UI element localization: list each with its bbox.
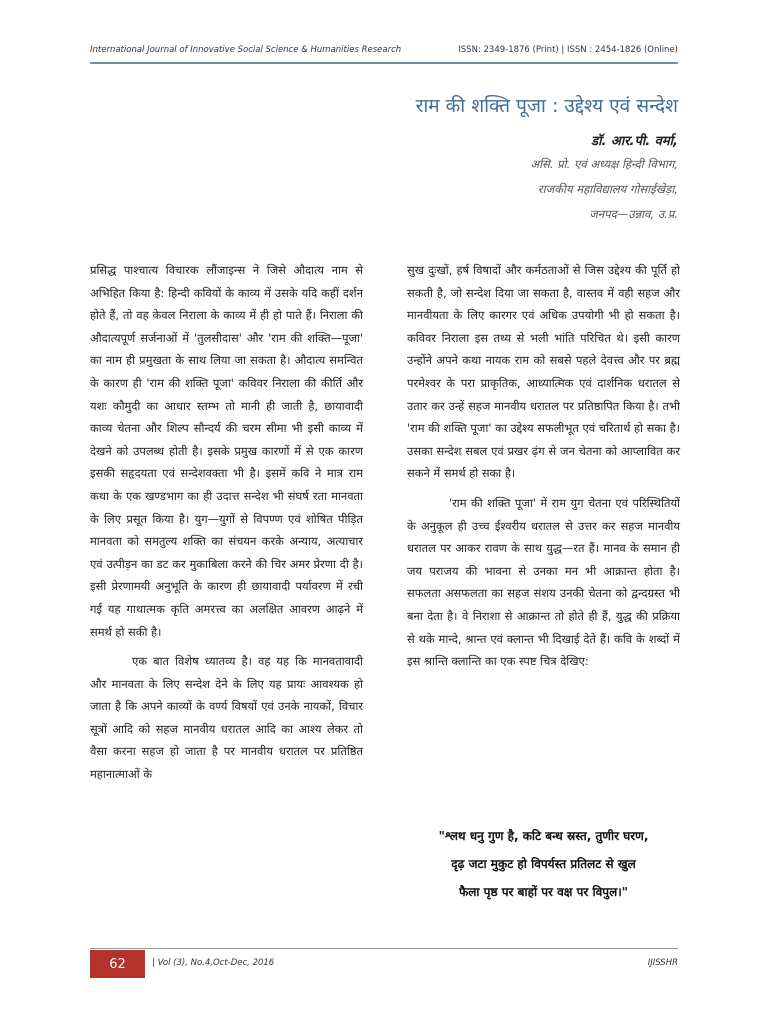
- verse-line: फैला पृष्ठ पर बाहों पर वक्ष पर विपुल।": [458, 885, 629, 899]
- header-divider: [90, 62, 678, 64]
- volume-info: | Vol (3), No.4,Oct-Dec, 2016: [152, 958, 275, 968]
- paragraph: एक बात विशेष ध्यातव्य है। वह यह कि मानवतावादी और मानवता के लिए सन्देश देने के लिए यह प्रायः आवश्यक हो जाता है कि अपने काव्यों के वर्ण्य विषयों एवं उनके नायकों, विचार सूत्रों आदि को सहज मानवीय धरातल आदि का आश्य लेकर तो वैसा करना सहज हो जाता है पर मानवीय धरातल पर प्रतिष्ठित महानात्माओं के: [90, 654, 363, 782]
- verse-quote: [407, 822, 680, 906]
- left-column: [90, 259, 363, 793]
- affiliation-line-1: असि. प्रो. एवं अध्यक्ष हिन्दी विभाग,: [530, 157, 678, 171]
- verse-line: दृढ़ जटा मुकुट हो विपर्यस्त प्रतिलट से खुल: [451, 857, 636, 871]
- article-title: राम की शक्ति पूजा : उद्देश्य एवं सन्देश: [415, 95, 678, 117]
- paragraph: प्रसिद्ध पाश्चात्य विचारक लौंजाइन्स ने जिसे औदात्य नाम से अभिहित किया है: हिन्दी कवियों के काव्य में उसके यदि कहीं दर्शन होते हैं, तो वह केवल निराला के काव्य में ही हो पाते हैं। निराला की औदात्यपूर्ण सर्जनाओं में 'तुलसीदास' और 'राम की शक्ति—पूजा' का नाम ही प्रमुखता के साथ लिया जा सकता है। औदात्य समन्वित के कारण ही 'राम की शक्ति पूजा' कविवर निराला की कीर्ति और यशः कौमुदी का आधार स्तम्भ तो मानी ही जाती है, छायावादी काव्य चेतना और शिल्प सौन्दर्य की चरम सीमा भी इसी काव्य में देखने को उपलब्ध होती है। इसके प्रमुख कारणों में से एक कारण इसकी सहृदयता एवं सन्देशवक्ता भी है। इसमें कवि ने मात्र राम कथा के एक खण्डभाग का ही उदात्त सन्देश भी संघर्ष रता मानवता के लिए प्रसूत किया है। युग—युगों से विपण्ण एवं शोषित पीड़ित मानवता को समतुल्य शक्ति का संचयन करके अन्याय, अत्याचार एवं उत्पीड़न का डट कर मुकाबिला करने की चिर अमर प्रेरणा दी है। इसी प्रेरणामयी अनुभूति के कारण ही छायावादी पर्यावरण में रची गई यह गाथात्मक कृति अमरत्त्व का अलक्षित आवरण आढ़ने में समर्थ हो सकी है।: [90, 263, 363, 639]
- footer-divider: [90, 948, 678, 949]
- page-number: 62: [90, 950, 145, 978]
- affiliation-line-2: राजकीय महाविद्यालय गोसाईखेड़ा,: [537, 182, 678, 196]
- issn: ISSN: 2349-1876 (Print) | ISSN : 2454-1826 (Online): [458, 45, 678, 55]
- affiliation-line-3: जनपद—उन्नाव, उ.प्र.: [589, 207, 678, 221]
- verse-line: "श्लथ धनु गुण है, कटि बन्ध स्रस्त, तुणीर घरण,: [438, 829, 649, 843]
- author-name: डॉ. आर.पी. वर्मा,: [591, 134, 678, 149]
- journal-name: International Journal of Innovative Social Science & Humanities Research: [90, 45, 402, 55]
- paragraph: 'राम की शक्ति पूजा' में राम युग चेतना एवं परिस्थितियों के अनुकूल ही उच्च ईश्वरीय धरातल से उत्तर कर सहज मानवीय धरातल पर आकर रावण के साथ युद्ध—रत हैं। मानव के समान ही जय पराजय की भावना से उनका मन भी आक्रान्त होता है। सफलता असफलता का सहज संशय उनकी चेतना को द्वन्दग्रस्त भी बना देता है। वे निराशा से आक्रान्त तो होते ही हैं, युद्ध की प्रक्रिया से थके मान्दे, श्रान्त एवं क्लान्त भी दिखाई देते हैं। कवि के शब्दों में इस श्रान्ति क्लान्ति का एक स्पष्ट चित्र देखिए:: [407, 495, 680, 669]
- journal-abbr: IJISSHR: [647, 958, 678, 968]
- right-column: [407, 259, 680, 680]
- paragraph: सुख दुःखों, हर्ष विषादों और कर्मठताओं से जिस उद्देश्य की पूर्ति हो सकती है, जो सन्देश दिया जा सकता है, वास्तव में वही सहज और मानवीयता के लिए कारगर एवं अधिक उपयोगी भी हो सकता है। कविवर निराला इस तथ्य से भली भांति परिचित थे। इसी कारण उन्होंने अपने कथा नायक राम को सबसे पहले देवत्त्व और पर ब्रह्म परमेश्वर के परा प्राकृतिक, आध्यात्मिक एवं दार्शनिक धरातल से उतार कर उन्हें सहज मानवीय धरातल पर प्रतिष्ठापित किया है। तभी 'राम की शक्ति पूजा' का उद्देश्य सफलीभूत एवं चरितार्थ हो सका है। उसका सन्देश सबल एवं प्रखर ढ़ंग से जन चेतना को आप्लावित कर सकने में समर्थ हो सका है।: [407, 263, 680, 481]
